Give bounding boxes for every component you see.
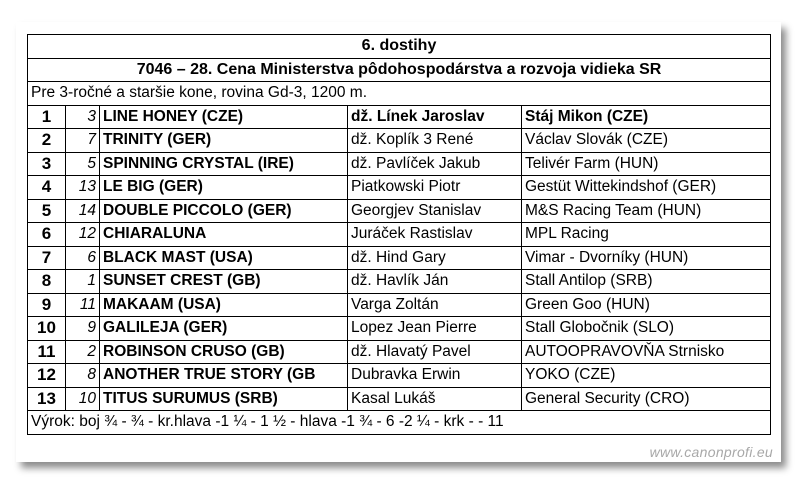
start-number-cell: 14 — [66, 199, 100, 223]
race-conditions-row — [28, 82, 771, 106]
jockey-cell: Piatkowski Piotr — [348, 176, 522, 200]
place-cell: 13 — [28, 387, 66, 411]
jockey-cell: Dubravka Erwin — [348, 364, 522, 388]
start-number-cell: 12 — [66, 223, 100, 247]
result-row — [28, 129, 771, 153]
result-row — [28, 199, 771, 223]
start-number-cell: 13 — [66, 176, 100, 200]
result-row — [28, 364, 771, 388]
result-row — [28, 317, 771, 341]
jockey-cell: Kasal Lukáš — [348, 387, 522, 411]
start-number-cell: 2 — [66, 340, 100, 364]
horse-name-cell: BLACK MAST (USA) — [100, 246, 348, 270]
race-margins: Výrok: boj ¾ - ¾ - kr.hlava -1 ¼ - 1 ½ - hlava -1 ¾ - 6 -2 ¼ - krk - - 11 — [28, 411, 771, 435]
result-row — [28, 293, 771, 317]
horse-name-cell: GALILEJA (GER) — [100, 317, 348, 341]
start-number-cell: 5 — [66, 152, 100, 176]
start-number-cell: 10 — [66, 387, 100, 411]
horse-name-cell: DOUBLE PICCOLO (GER) — [100, 199, 348, 223]
jockey-cell: Georgjev Stanislav — [348, 199, 522, 223]
owner-cell: Stall Antilop (SRB) — [522, 270, 771, 294]
jockey-cell: dž. Línek Jaroslav — [348, 105, 522, 129]
race-results-table — [27, 34, 771, 435]
race-title: 6. dostihy — [28, 35, 771, 59]
jockey-cell: dž. Pavlíček Jakub — [348, 152, 522, 176]
owner-cell: Stall Globočnik (SLO) — [522, 317, 771, 341]
owner-cell: Vimar - Dvorníky (HUN) — [522, 246, 771, 270]
result-row — [28, 387, 771, 411]
place-cell: 1 — [28, 105, 66, 129]
results-sheet — [16, 22, 781, 462]
jockey-cell: dž. Havlík Ján — [348, 270, 522, 294]
jockey-cell: dž. Hind Gary — [348, 246, 522, 270]
horse-name-cell: CHIARALUNA — [100, 223, 348, 247]
place-cell: 5 — [28, 199, 66, 223]
place-cell: 8 — [28, 270, 66, 294]
start-number-cell: 9 — [66, 317, 100, 341]
owner-cell: Green Goo (HUN) — [522, 293, 771, 317]
jockey-cell: dž. Hlavatý Pavel — [348, 340, 522, 364]
place-cell: 9 — [28, 293, 66, 317]
jockey-cell: Varga Zoltán — [348, 293, 522, 317]
owner-cell: Gestüt Wittekindshof (GER) — [522, 176, 771, 200]
result-row — [28, 223, 771, 247]
watermark: www.canonprofi.eu — [649, 444, 773, 460]
margins-row — [28, 411, 771, 435]
result-row — [28, 105, 771, 129]
place-cell: 7 — [28, 246, 66, 270]
owner-cell: Stáj Mikon (CZE) — [522, 105, 771, 129]
place-cell: 2 — [28, 129, 66, 153]
owner-cell: MPL Racing — [522, 223, 771, 247]
result-row — [28, 270, 771, 294]
place-cell: 10 — [28, 317, 66, 341]
horse-name-cell: TRINITY (GER) — [100, 129, 348, 153]
result-row — [28, 152, 771, 176]
start-number-cell: 1 — [66, 270, 100, 294]
place-cell: 12 — [28, 364, 66, 388]
horse-name-cell: MAKAAM (USA) — [100, 293, 348, 317]
start-number-cell: 3 — [66, 105, 100, 129]
race-name: 7046 – 28. Cena Ministerstva pôdohospodárstva a rozvoja vidieka SR — [28, 58, 771, 82]
owner-cell: YOKO (CZE) — [522, 364, 771, 388]
result-row — [28, 340, 771, 364]
horse-name-cell: LINE HONEY (CZE) — [100, 105, 348, 129]
place-cell: 6 — [28, 223, 66, 247]
result-row — [28, 246, 771, 270]
start-number-cell: 8 — [66, 364, 100, 388]
race-conditions: Pre 3-ročné a staršie kone, rovina Gd-3, 1200 m. — [28, 82, 771, 106]
jockey-cell: dž. Koplík 3 René — [348, 129, 522, 153]
horse-name-cell: TITUS SURUMUS (SRB) — [100, 387, 348, 411]
start-number-cell: 7 — [66, 129, 100, 153]
horse-name-cell: LE BIG (GER) — [100, 176, 348, 200]
race-name-row — [28, 58, 771, 82]
horse-name-cell: SPINNING CRYSTAL (IRE) — [100, 152, 348, 176]
jockey-cell: Lopez Jean Pierre — [348, 317, 522, 341]
start-number-cell: 11 — [66, 293, 100, 317]
owner-cell: Telivér Farm (HUN) — [522, 152, 771, 176]
start-number-cell: 6 — [66, 246, 100, 270]
jockey-cell: Juráček Rastislav — [348, 223, 522, 247]
race-title-row — [28, 35, 771, 59]
owner-cell: Václav Slovák (CZE) — [522, 129, 771, 153]
owner-cell: AUTOOPRAVOVŇA Strnisko — [522, 340, 771, 364]
owner-cell: M&S Racing Team (HUN) — [522, 199, 771, 223]
place-cell: 3 — [28, 152, 66, 176]
horse-name-cell: SUNSET CREST (GB) — [100, 270, 348, 294]
result-row — [28, 176, 771, 200]
place-cell: 4 — [28, 176, 66, 200]
place-cell: 11 — [28, 340, 66, 364]
owner-cell: General Security (CRO) — [522, 387, 771, 411]
horse-name-cell: ROBINSON CRUSO (GB) — [100, 340, 348, 364]
horse-name-cell: ANOTHER TRUE STORY (GB — [100, 364, 348, 388]
